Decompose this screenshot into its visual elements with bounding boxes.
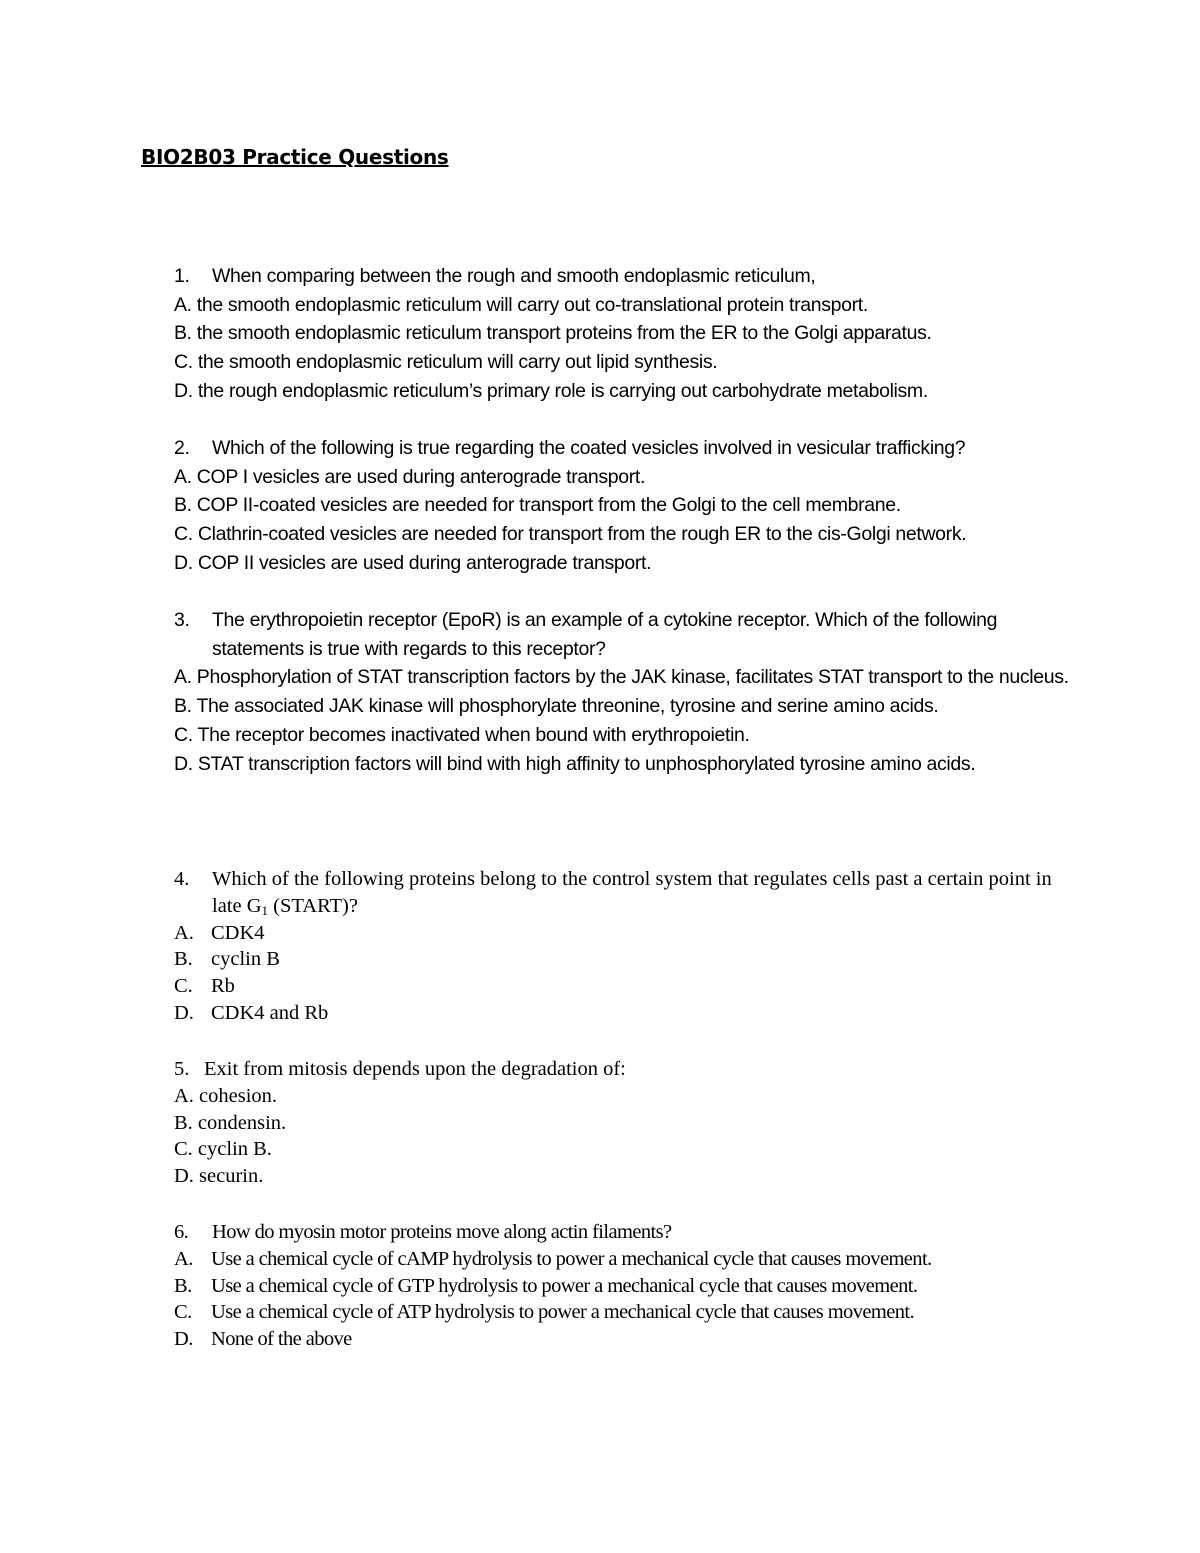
question-stem: 5. Exit from mitosis depends upon the degradation of: bbox=[174, 1058, 626, 1080]
answer-option-c: C. Clathrin-coated vesicles are needed for transport from the rough ER to the cis-Golgi network. bbox=[174, 523, 967, 546]
answer-option-a: A. CDK4 bbox=[174, 921, 265, 944]
answer-option-d: D. STAT transcription factors will bind with high affinity to unphosphorylated tyrosine amino acids. bbox=[174, 752, 976, 775]
answer-option-d: D. CDK4 and Rb bbox=[174, 1001, 329, 1024]
answer-option-a: A. cohesion. bbox=[174, 1084, 278, 1107]
question-stem: 2. Which of the following is true regarding the coated vesicles involved in vesicular trafficking? bbox=[174, 437, 966, 459]
answer-option-b: B. condensin. bbox=[174, 1111, 287, 1134]
answer-option-b: B. The associated JAK kinase will phosphorylate threonine, tyrosine and serine amino acids. bbox=[174, 695, 939, 718]
question-stem: 1. When comparing between the rough and smooth endoplasmic reticulum, bbox=[174, 265, 816, 287]
question-6 bbox=[174, 1219, 1174, 1353]
answer-option-c: C. Rb bbox=[174, 975, 235, 998]
question-2 bbox=[174, 434, 1134, 578]
question-5 bbox=[174, 1056, 1134, 1190]
answer-option-b: B. COP II-coated vesicles are needed for transport from the Golgi to the cell membrane. bbox=[174, 494, 901, 517]
question-stem: 4. Which of the following proteins belong to the control system that regulates cells past a certain point in late $G_1$ (START)? bbox=[174, 868, 1052, 918]
answer-option-d: D. COP II vesicles are used during anterograde transport. bbox=[174, 551, 652, 574]
answer-option-a: A. the smooth endoplasmic reticulum will carry out co-translational protein transport. bbox=[174, 293, 868, 316]
answer-option-d: D. None of the above bbox=[174, 1328, 352, 1351]
answer-option-a: A. COP I vesicles are used during anterograde transport. bbox=[174, 465, 646, 488]
question-stem: 3. The erythropoietin receptor (EpoR) is an example of a cytokine receptor. Which of the following statements is true with regards to this receptor? bbox=[174, 609, 998, 660]
answer-option-a: A. Phosphorylation of STAT transcription factors by the JAK kinase, facilitates STAT transport to the nucleus. bbox=[174, 666, 1069, 689]
answer-option-b: B. Use a chemical cycle of GTP hydrolysis to power a mechanical cycle that causes movement. bbox=[174, 1274, 918, 1297]
answer-option-b: B. the smooth endoplasmic reticulum transport proteins from the ER to the Golgi apparatus. bbox=[174, 322, 932, 345]
answer-option-d: D. the rough endoplasmic reticulum’s primary role is carrying out carbohydrate metabolism. bbox=[174, 379, 928, 402]
answer-option-a: A. Use a chemical cycle of cAMP hydrolysis to power a mechanical cycle that causes movement. bbox=[174, 1247, 932, 1270]
answer-option-b: B. cyclin B bbox=[174, 948, 280, 971]
question-4 bbox=[174, 866, 1074, 1027]
question-3 bbox=[174, 606, 1099, 778]
answer-option-c: C. cyclin B. bbox=[174, 1138, 272, 1161]
answer-option-c: C. Use a chemical cycle of ATP hydrolysis to power a mechanical cycle that causes movement. bbox=[174, 1301, 914, 1324]
answer-option-c: C. the smooth endoplasmic reticulum will carry out lipid synthesis. bbox=[174, 351, 718, 374]
question-1 bbox=[174, 262, 1134, 406]
answer-option-d: D. securin. bbox=[174, 1165, 264, 1188]
question-stem: 6. How do myosin motor proteins move along actin filaments? bbox=[174, 1221, 672, 1243]
answer-option-c: C. The receptor becomes inactivated when bound with erythropoietin. bbox=[174, 723, 750, 746]
document-title: BIO2B03 Practice Questions bbox=[141, 145, 449, 169]
